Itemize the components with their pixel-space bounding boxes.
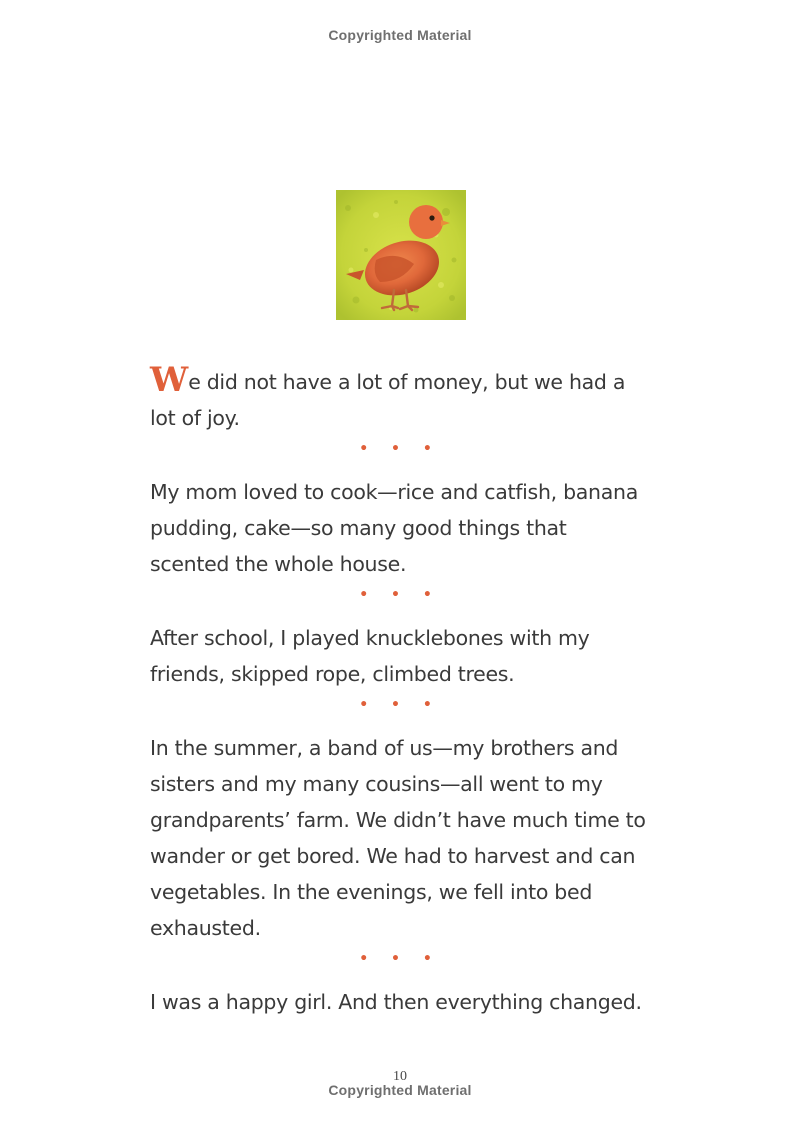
- paragraph-4: In the summer, a band of us—my brothers and sisters and my many cousins—all went to my grandparents’ farm. We didn’t have much time to wander or get bored. We had to harvest and can vegetables. In the evenings, we fell into bed exhausted.: [150, 736, 646, 940]
- paragraph-2: My mom loved to cook—rice and catfish, banana pudding, cake—so many good things that scented the whole house.: [150, 480, 638, 576]
- section-divider: [150, 692, 650, 730]
- divider-dots: • • •: [359, 951, 441, 967]
- divider-dots: • • •: [359, 587, 441, 603]
- chick-icon: [336, 190, 466, 320]
- footer-copyright: Copyrighted Material: [328, 1082, 472, 1098]
- divider-dots: • • •: [359, 441, 441, 457]
- paragraph-1-text: e did not have a lot of money, but we had a lot of joy.: [150, 370, 626, 430]
- page-number: 10: [393, 1069, 407, 1084]
- story-text: [150, 360, 650, 1020]
- section-divider: [150, 946, 650, 984]
- divider-dots: • • •: [359, 697, 441, 713]
- paragraph-5: I was a happy girl. And then everything changed.: [150, 990, 642, 1014]
- paragraph-1: [150, 360, 650, 436]
- drop-cap: W: [150, 360, 188, 400]
- paragraph-3: After school, I played knucklebones with my friends, skipped rope, climbed trees.: [150, 626, 590, 686]
- chick-illustration: [336, 190, 466, 320]
- section-divider: [150, 582, 650, 620]
- header-copyright: Copyrighted Material: [328, 27, 472, 43]
- section-divider: [150, 436, 650, 474]
